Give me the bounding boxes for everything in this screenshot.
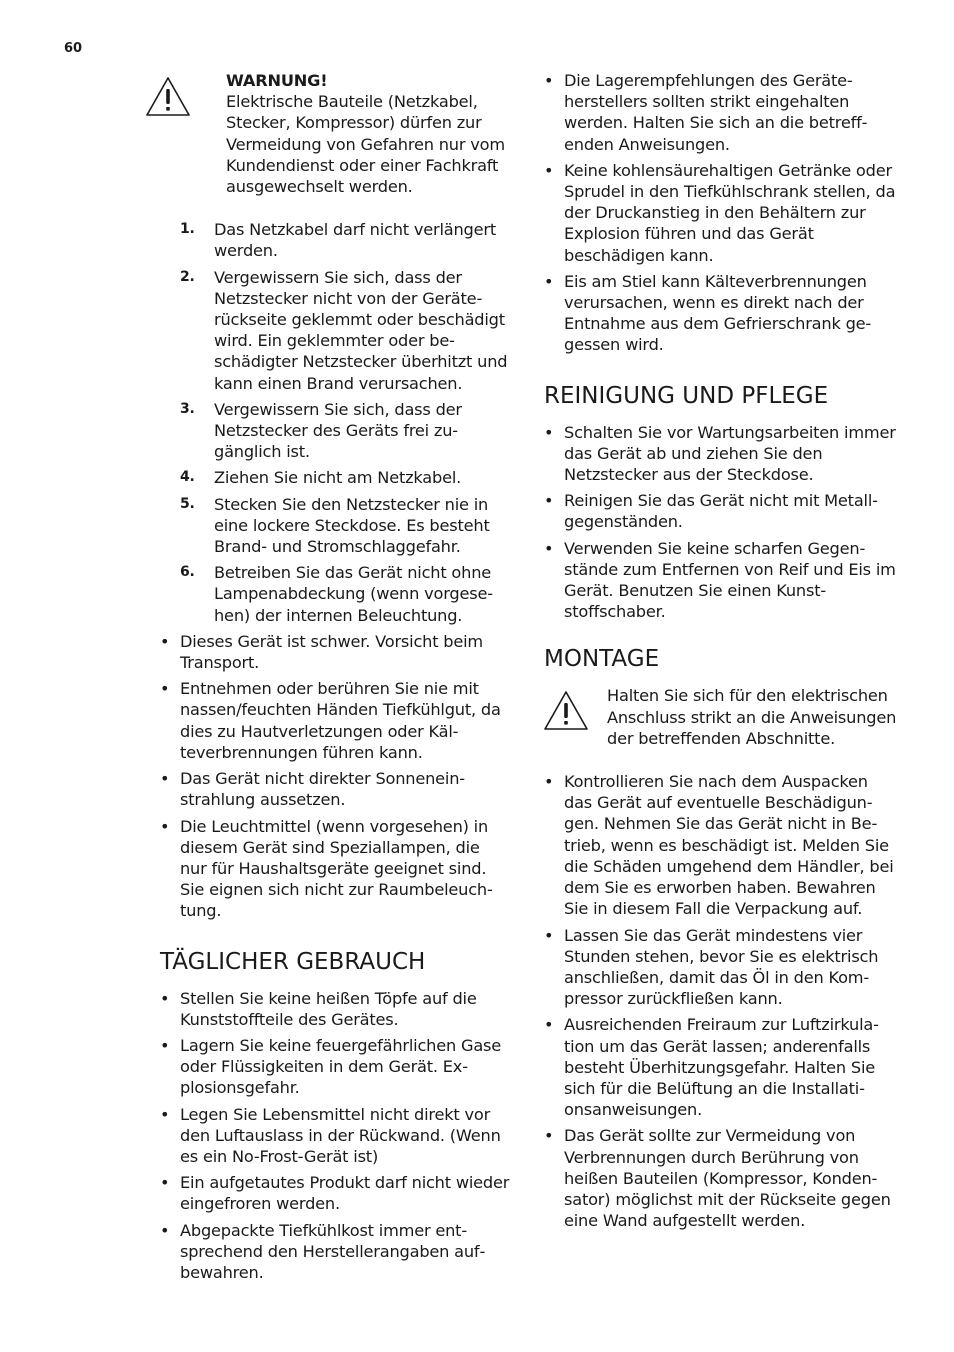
list-item: • Reinigen Sie das Gerät nicht mit Metallgegenständen. (526, 490, 898, 532)
list-item: • Abgepackte Tiefkühlkost immer entsprechend den Herstellerangaben aufbewahren. (142, 1220, 510, 1284)
section-title-daily-use: TÄGLICHER GEBRAUCH (160, 948, 426, 975)
list-item: • Schalten Sie vor Wartungsarbeiten immer das Gerät ab und ziehen Sie den Netzstecker aus der Steckdose. (526, 422, 898, 486)
list-item: • Das Gerät sollte zur Vermeidung von Verbrennungen durch Berührung von heißen Bauteilen (Kompressor, Kondensator) möglichst mit der Rückseite gegen eine Wand aufgestellt werden. (526, 1125, 898, 1231)
item-number: 4. (180, 469, 195, 486)
section-title-montage: MONTAGE (544, 646, 660, 673)
numbered-item (180, 562, 510, 626)
list-item: • Verwenden Sie keine scharfen Gegenstände zum Entfernen von Reif und Eis im Gerät. Benutzen Sie einen Kunststoffschaber. (526, 538, 898, 623)
warning-montage (526, 685, 898, 749)
item-text: Vergewissern Sie sich, dass der Netzstecker des Geräts frei zugänglich ist. (214, 399, 462, 462)
warning-body: Elektrische Bauteile (Netzkabel, Stecker, Kompressor) dürfen zur Vermeidung von Gefahren nur vom Kundendienst oder einer Fachkraft ausgewechselt werden. (226, 92, 505, 197)
list-item: • Legen Sie Lebensmittel nicht direkt vor den Luftauslass in der Rückwand. (Wenn es ein No-Frost-Gerät ist) (142, 1104, 510, 1168)
list-item: • Ein aufgetautes Produkt darf nicht wieder eingefroren werden. (142, 1172, 510, 1214)
list-item: • Stellen Sie keine heißen Töpfe auf die Kunststoffteile des Gerätes. (142, 988, 510, 1030)
numbered-item (180, 494, 510, 558)
page-number: 60 (64, 41, 83, 56)
numbered-item (180, 467, 510, 488)
warning-triangle-icon (543, 690, 589, 732)
item-text: Betreiben Sie das Gerät nicht ohne Lampenabdeckung (wenn vorgesehen) der internen Beleuchtung. (214, 563, 494, 625)
list-item: • Entnehmen oder berühren Sie nie mit nassen/feuchten Händen Tiefkühlgut, da dies zu Hautverletzungen oder Kälteverbrennungen führen kann. (142, 678, 510, 763)
list-item: • Die Lagerempfehlungen des Geräteherstellers sollten strikt eingehalten werden. Halten Sie sich an die betreffenden Anweisungen. (526, 70, 898, 155)
item-text: Stecken Sie den Netzstecker nie in eine lockere Steckdose. Es besteht Brand- und Stromschlaggefahr. (214, 494, 490, 557)
list-item: • Das Gerät nicht direkter Sonneneinstrahlung aussetzen. (142, 768, 510, 810)
safety-bullets (142, 631, 510, 922)
list-item: • Dieses Gerät ist schwer. Vorsicht beim Transport. (142, 631, 510, 673)
right-column (526, 70, 898, 1236)
montage-bullets (526, 771, 898, 1231)
cleaning-bullets (526, 422, 898, 623)
numbered-item (180, 267, 510, 394)
warning-text: Halten Sie sich für den elektrischen Anschluss strikt an die Anweisungen der betreffenden Abschnitte. (607, 686, 897, 748)
list-item: • Keine kohlensäurehaltigen Getränke oder Sprudel in den Tiefkühlschrank stellen, da der Druckanstieg in den Behältern zur Explosion führen und das Gerät beschädigen kann. (526, 160, 898, 266)
storage-bullets (526, 70, 898, 356)
item-text: Vergewissern Sie sich, dass der Netzstecker nicht von der Geräterückseite geklemmt oder beschädigt wird. Ein geklemmter oder beschädigter Netzstecker überhitzt und kann einen Brand verursachen. (214, 267, 508, 393)
list-item: • Die Leuchtmittel (wenn vorgesehen) in diesem Gerät sind Speziallampen, die nur für Haushaltsgeräte geeignet sind. Sie eignen sich nicht zur Raumbeleuchtung. (142, 816, 510, 922)
list-item: • Kontrollieren Sie nach dem Auspacken das Gerät auf eventuelle Beschädigungen. Nehmen Sie das Gerät nicht in Betrieb, wenn es beschädigt ist. Melden Sie die Schäden umgehend dem Händler, bei dem Sie es erworben haben. Bewahren Sie in diesem Fall die Verpackung auf. (526, 771, 898, 919)
warning-text (226, 70, 510, 197)
item-text: Das Netzkabel darf nicht verlängert werden. (214, 220, 496, 261)
item-number: 1. (180, 221, 195, 238)
list-item: • Lassen Sie das Gerät mindestens vier Stunden stehen, bevor Sie es elektrisch anschließen, damit das Öl in den Kompressor zurückfließen kann. (526, 925, 898, 1010)
item-number: 3. (180, 400, 195, 417)
left-column (142, 70, 510, 1288)
section-title-cleaning: REINIGUNG UND PFLEGE (544, 382, 829, 409)
list-item: • Eis am Stiel kann Kälteverbrennungen verursachen, wenn es direkt nach der Entnahme aus dem Gefrierschrank gegessen wird. (526, 271, 898, 356)
item-number: 5. (180, 495, 195, 512)
numbered-list (180, 219, 510, 626)
numbered-item (180, 219, 510, 261)
warning-triangle-icon (145, 76, 191, 118)
numbered-item (180, 399, 510, 463)
list-item: • Ausreichenden Freiraum zur Luftzirkulation um das Gerät lassen; anderenfalls besteht Überhitzungsgefahr. Halten Sie sich für die Belüftung an die Installationsanweisungen. (526, 1014, 898, 1120)
daily-use-bullets (142, 988, 510, 1284)
item-number: 2. (180, 268, 195, 285)
item-text: Ziehen Sie nicht am Netzkabel. (214, 468, 462, 488)
warning-electrical (142, 70, 510, 197)
item-number: 6. (180, 564, 195, 581)
warning-title: WARNUNG! (226, 71, 328, 90)
list-item: • Lagern Sie keine feuergefährlichen Gase oder Flüssigkeiten in dem Gerät. Explosionsgefahr. (142, 1035, 510, 1099)
